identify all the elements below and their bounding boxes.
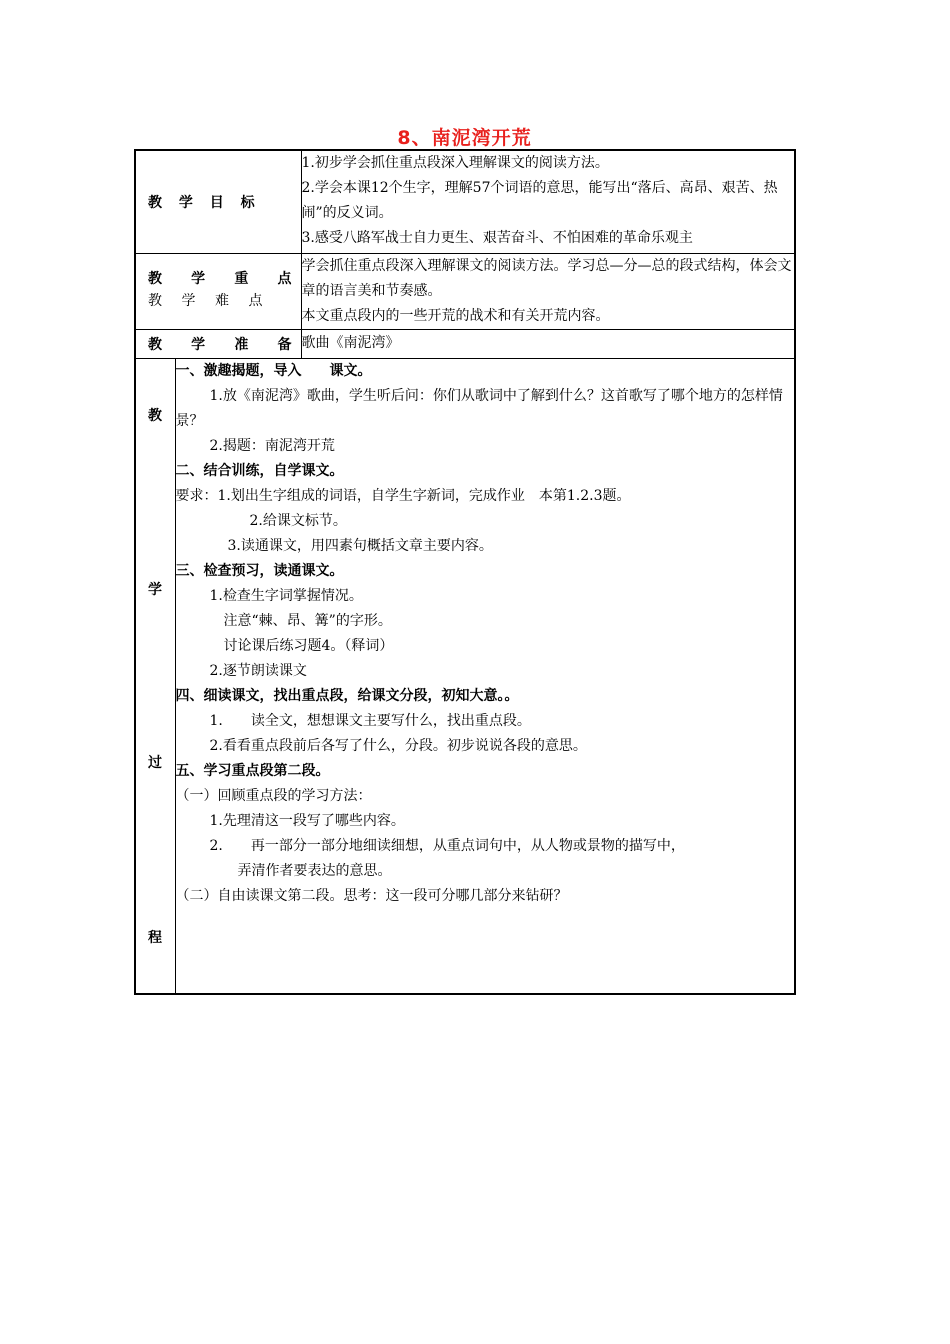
section-heading: 二、结合训练，自学课文。 [175,462,344,479]
process-line: 2.逐节朗读课文 [209,662,307,679]
process-line: （一）回顾重点段的学习方法： [175,787,372,804]
keypoints-label: 教 学 重 点 [148,270,292,287]
process-line: 注意“棘、昂、篝”的字形。 [223,612,392,629]
process-line: 要求：1.划出生字组成的词语，自学生字新词，完成作业 本第1.2.3题。 [175,487,631,504]
section-heading: 四、细读课文，找出重点段，给课文分段，初知大意。。 [175,687,519,704]
keypoints-row [135,253,795,329]
process-line: 1. 读全文，想想课文主要写什么，找出重点段。 [209,712,531,729]
prep-label: 教 学 准 备 [148,336,292,353]
difficulties-text: 本文重点段内的一些开荒的战术和有关开荒内容。 [301,307,610,324]
process-line: 1.检查生字词掌握情况。 [209,587,363,604]
process-label: 教 学 过 程 [148,407,162,946]
process-line: 2.给课文标节。 [249,512,347,529]
goal-item: 3.感受八路军战士自力更生、艰苦奋斗、不怕困难的革命乐观主 [301,230,693,246]
process-line: 2. 再一部分一部分地细读细想，从重点词句中，从人物或景物的描写中， [209,837,685,854]
section-heading: 五、学习重点段第二段。 [175,762,330,779]
process-line: 3.读通课文，用四素句概括文章主要内容。 [227,537,493,554]
prep-label-cell [135,329,301,358]
section-heading: 三、检查预习，读通课文。 [175,562,344,579]
prep-row [135,329,795,358]
goals-row [135,150,795,253]
goals-label: 教 学 目 标 [148,194,255,211]
goals-label-cell [135,150,301,253]
prep-text: 歌曲《南泥湾》 [301,335,400,351]
prep-content [301,329,795,358]
process-content [175,358,795,994]
process-line: 1.先理清这一段写了哪些内容。 [209,812,405,829]
goal-item: 2.学会本课12个生字，理解57个词语的意思，能写出“落后、高昂、艰苦、热闹”的反义词。 [301,180,778,221]
process-line: 2.揭题：南泥湾开荒 [209,437,335,454]
lesson-plan-table [134,149,796,995]
process-line: 弄清作者要表达的意思。 [237,862,392,879]
process-row [135,358,795,994]
goals-content [301,150,795,253]
process-label-cell [135,358,175,994]
section-heading: 一、激趣揭题，导入 课文。 [175,362,372,379]
process-line: 讨论课后练习题4。（释词） [223,637,394,654]
goal-item: 1.初步学会抓住重点段深入理解课文的阅读方法。 [301,155,609,171]
keypoints-text: 学会抓住重点段深入理解课文的阅读方法。学习总—分—总的段式结构，体会文章的语言美和节奏感。 [301,257,792,299]
keypoints-content [301,253,795,329]
keypoints-label-cell [135,253,301,329]
document-title: 8、南泥湾开荒 [397,127,532,149]
process-line: 2.看看重点段前后各写了什么，分段。初步说说各段的意思。 [209,737,587,754]
process-line: 1.放《南泥湾》歌曲，学生听后问：你们从歌词中了解到什么？这首歌写了哪个地方的怎样情景？ [175,387,783,429]
process-line: （二）自由读课文第二段。思考：这一段可分哪几部分来钻研？ [175,887,568,904]
difficulties-label: 教 学 难 点 [148,292,263,309]
